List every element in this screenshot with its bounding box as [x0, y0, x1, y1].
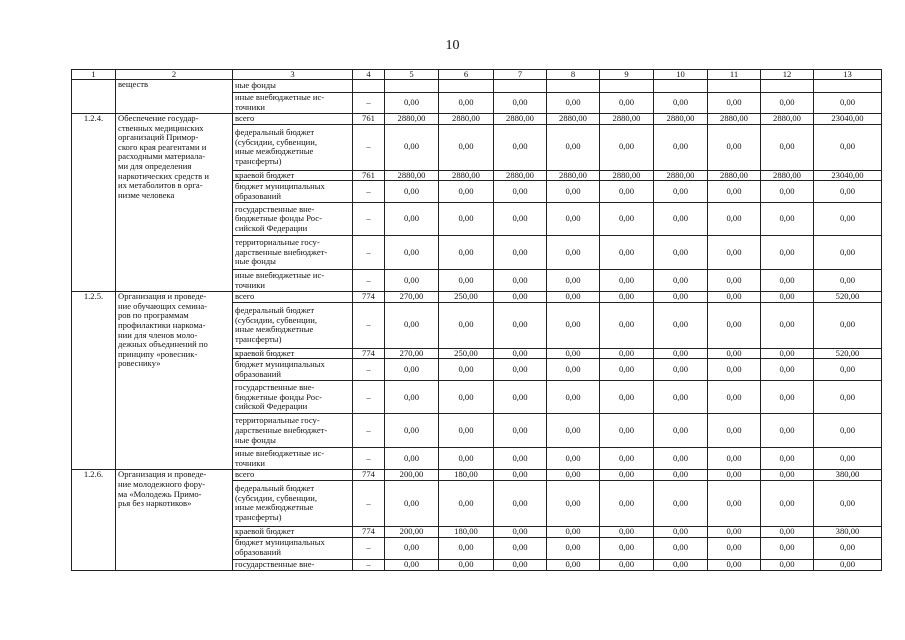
funding-source: бюджет муниципальных образований — [233, 181, 353, 203]
year-value: 0,00 — [708, 480, 761, 526]
budget-code: 774 — [353, 348, 385, 359]
budget-code: 774 — [353, 470, 385, 481]
year-value: 0,00 — [761, 537, 814, 559]
year-value: 270,00 — [385, 348, 439, 359]
year-value: 0,00 — [547, 526, 600, 537]
year-value: 0,00 — [547, 236, 600, 270]
budget-code: 761 — [353, 170, 385, 181]
year-value: 0,00 — [761, 381, 814, 414]
year-value — [547, 80, 600, 93]
year-value: 0,00 — [600, 181, 654, 203]
year-value: 0,00 — [761, 414, 814, 448]
budget-code — [353, 80, 385, 93]
year-value: 0,00 — [654, 537, 708, 559]
year-value: 0,00 — [654, 203, 708, 236]
year-value — [761, 80, 814, 93]
funding-source: федеральный бюджет (субсидии, субвенции, иные межбюджетные трансферты) — [233, 124, 353, 170]
year-value: 0,00 — [654, 414, 708, 448]
total-value: 23040,00 — [814, 114, 882, 125]
year-value: 0,00 — [494, 480, 547, 526]
funding-source: территориальные госу- дарственные внебюджет- ные фонды — [233, 414, 353, 448]
year-value: 0,00 — [494, 348, 547, 359]
year-value: 0,00 — [600, 124, 654, 170]
year-value: 2880,00 — [385, 170, 439, 181]
total-value: 0,00 — [814, 124, 882, 170]
year-value: 0,00 — [547, 270, 600, 292]
year-value: 0,00 — [654, 302, 708, 348]
year-value: 0,00 — [494, 236, 547, 270]
year-value: 0,00 — [385, 537, 439, 559]
header-cell: 9 — [600, 70, 654, 80]
year-value: 0,00 — [600, 448, 654, 470]
year-value: 0,00 — [761, 526, 814, 537]
header-cell: 1 — [72, 70, 116, 80]
year-value: 0,00 — [547, 559, 600, 570]
year-value: 0,00 — [654, 124, 708, 170]
year-value: 0,00 — [708, 537, 761, 559]
total-value: 0,00 — [814, 448, 882, 470]
year-value: 0,00 — [385, 181, 439, 203]
funding-source: краевой бюджет — [233, 526, 353, 537]
header-cell: 5 — [385, 70, 439, 80]
total-value: 520,00 — [814, 292, 882, 303]
year-value: 0,00 — [439, 359, 494, 381]
year-value: 0,00 — [385, 559, 439, 570]
year-value: 0,00 — [439, 559, 494, 570]
total-value: 380,00 — [814, 526, 882, 537]
year-value: 0,00 — [654, 381, 708, 414]
year-value: 0,00 — [761, 348, 814, 359]
table-row — [72, 114, 882, 125]
event-title: Организация и проведе- ние обучающих семина- ров по программам профилактики наркома- нии для членов моло- дежных объединений по принципу «ровесник- ровеснику» — [116, 292, 233, 470]
year-value: 0,00 — [439, 270, 494, 292]
year-value: 0,00 — [654, 270, 708, 292]
year-value: 0,00 — [439, 181, 494, 203]
year-value: 0,00 — [708, 381, 761, 414]
total-value: 520,00 — [814, 348, 882, 359]
budget-code: – — [353, 236, 385, 270]
table-row — [72, 292, 882, 303]
funding-source: бюджет муниципальных образований — [233, 537, 353, 559]
year-value: 0,00 — [494, 559, 547, 570]
year-value: 2880,00 — [439, 114, 494, 125]
budget-code: – — [353, 270, 385, 292]
year-value: 2880,00 — [708, 170, 761, 181]
year-value: 0,00 — [654, 93, 708, 114]
year-value: 0,00 — [385, 480, 439, 526]
year-value: 0,00 — [600, 236, 654, 270]
year-value: 0,00 — [439, 480, 494, 526]
year-value: 0,00 — [494, 359, 547, 381]
budget-code: 774 — [353, 526, 385, 537]
year-value: 0,00 — [439, 537, 494, 559]
funding-source: федеральный бюджет (субсидии, субвенции, иные межбюджетные трансферты) — [233, 302, 353, 348]
year-value: 0,00 — [761, 359, 814, 381]
year-value: 0,00 — [761, 448, 814, 470]
year-value: 0,00 — [600, 203, 654, 236]
header-cell: 10 — [654, 70, 708, 80]
year-value: 0,00 — [385, 448, 439, 470]
year-value: 0,00 — [547, 348, 600, 359]
year-value: 0,00 — [654, 181, 708, 203]
budget-code: – — [353, 537, 385, 559]
year-value: 0,00 — [708, 124, 761, 170]
year-value: 0,00 — [600, 348, 654, 359]
funding-source: иные внебюджетные ис- точники — [233, 93, 353, 114]
year-value: 0,00 — [385, 381, 439, 414]
year-value: 0,00 — [600, 537, 654, 559]
year-value: 0,00 — [654, 359, 708, 381]
year-value: 180,00 — [439, 470, 494, 481]
year-value: 0,00 — [494, 381, 547, 414]
year-value: 0,00 — [761, 480, 814, 526]
total-value: 0,00 — [814, 181, 882, 203]
year-value: 2880,00 — [494, 114, 547, 125]
table-row — [72, 470, 882, 481]
year-value — [385, 80, 439, 93]
event-code: 1.2.6. — [72, 470, 116, 570]
budget-code: – — [353, 414, 385, 448]
header-cell: 12 — [761, 70, 814, 80]
event-title: Обеспечение государ- ственных медицинских организаций Примор- ского края реагентами и расходными материала- ми для определения наркотических средств и их метаболитов в орга- низме человека — [116, 114, 233, 292]
funding-source: государственные вне- бюджетные фонды Рос- сийской Федерации — [233, 381, 353, 414]
year-value: 0,00 — [547, 448, 600, 470]
year-value: 0,00 — [761, 181, 814, 203]
event-code: 1.2.4. — [72, 114, 116, 292]
year-value: 0,00 — [385, 203, 439, 236]
year-value: 0,00 — [654, 480, 708, 526]
budget-code: – — [353, 559, 385, 570]
year-value: 2880,00 — [761, 114, 814, 125]
year-value — [600, 80, 654, 93]
year-value: 0,00 — [385, 359, 439, 381]
budget-code: – — [353, 480, 385, 526]
year-value: 0,00 — [494, 93, 547, 114]
year-value: 0,00 — [600, 292, 654, 303]
year-value: 0,00 — [494, 537, 547, 559]
year-value: 0,00 — [439, 203, 494, 236]
year-value: 0,00 — [761, 124, 814, 170]
year-value: 0,00 — [494, 292, 547, 303]
year-value: 200,00 — [385, 470, 439, 481]
year-value: 0,00 — [494, 124, 547, 170]
funding-source: всего — [233, 292, 353, 303]
year-value: 0,00 — [385, 302, 439, 348]
budget-code: – — [353, 359, 385, 381]
total-value: 0,00 — [814, 302, 882, 348]
total-value: 0,00 — [814, 537, 882, 559]
year-value: 180,00 — [439, 526, 494, 537]
funding-source: государственные вне- — [233, 559, 353, 570]
year-value: 0,00 — [761, 302, 814, 348]
budget-code: – — [353, 302, 385, 348]
year-value: 0,00 — [547, 480, 600, 526]
year-value: 2880,00 — [385, 114, 439, 125]
year-value: 0,00 — [761, 236, 814, 270]
year-value: 2880,00 — [761, 170, 814, 181]
total-value: 0,00 — [814, 480, 882, 526]
year-value: 0,00 — [708, 203, 761, 236]
year-value: 0,00 — [547, 203, 600, 236]
year-value: 0,00 — [494, 181, 547, 203]
funding-source: всего — [233, 114, 353, 125]
budget-code: 761 — [353, 114, 385, 125]
year-value: 0,00 — [708, 559, 761, 570]
year-value: 0,00 — [708, 414, 761, 448]
year-value: 0,00 — [761, 292, 814, 303]
event-code — [72, 80, 116, 114]
year-value: 0,00 — [439, 448, 494, 470]
budget-code: 774 — [353, 292, 385, 303]
year-value: 0,00 — [708, 292, 761, 303]
year-value: 0,00 — [439, 124, 494, 170]
year-value: 0,00 — [654, 292, 708, 303]
year-value: 0,00 — [385, 93, 439, 114]
year-value: 0,00 — [600, 93, 654, 114]
year-value: 0,00 — [385, 236, 439, 270]
year-value: 2880,00 — [494, 170, 547, 181]
funding-source: федеральный бюджет (субсидии, субвенции, иные межбюджетные трансферты) — [233, 480, 353, 526]
year-value: 0,00 — [385, 414, 439, 448]
year-value: 0,00 — [600, 470, 654, 481]
year-value: 0,00 — [654, 526, 708, 537]
year-value: 0,00 — [761, 93, 814, 114]
year-value: 2880,00 — [708, 114, 761, 125]
year-value: 2880,00 — [547, 170, 600, 181]
header-cell: 8 — [547, 70, 600, 80]
year-value: 0,00 — [547, 124, 600, 170]
year-value: 0,00 — [600, 270, 654, 292]
year-value: 0,00 — [654, 236, 708, 270]
total-value: 0,00 — [814, 381, 882, 414]
year-value: 2880,00 — [654, 170, 708, 181]
year-value: 0,00 — [654, 559, 708, 570]
funding-source: иные внебюджетные ис- точники — [233, 270, 353, 292]
year-value: 0,00 — [439, 381, 494, 414]
year-value: 0,00 — [600, 559, 654, 570]
header-cell: 7 — [494, 70, 547, 80]
table-body — [72, 70, 882, 571]
year-value: 2880,00 — [439, 170, 494, 181]
year-value: 2880,00 — [547, 114, 600, 125]
year-value: 0,00 — [654, 470, 708, 481]
funding-source: территориальные госу- дарственные внебюджет- ные фонды — [233, 236, 353, 270]
year-value: 0,00 — [761, 470, 814, 481]
year-value: 2880,00 — [654, 114, 708, 125]
year-value: 0,00 — [761, 203, 814, 236]
funding-source: краевой бюджет — [233, 170, 353, 181]
year-value — [494, 80, 547, 93]
year-value: 0,00 — [547, 93, 600, 114]
budget-code: – — [353, 448, 385, 470]
year-value: 0,00 — [600, 302, 654, 348]
total-value: 380,00 — [814, 470, 882, 481]
year-value: 0,00 — [494, 203, 547, 236]
header-cell: 6 — [439, 70, 494, 80]
header-cell: 11 — [708, 70, 761, 80]
year-value — [708, 80, 761, 93]
funding-source: краевой бюджет — [233, 348, 353, 359]
column-number-row — [72, 70, 882, 80]
year-value: 0,00 — [439, 414, 494, 448]
event-code: 1.2.5. — [72, 292, 116, 470]
total-value: 0,00 — [814, 236, 882, 270]
year-value: 0,00 — [600, 526, 654, 537]
header-cell: 4 — [353, 70, 385, 80]
funding-source: бюджет муниципальных образований — [233, 359, 353, 381]
year-value: 0,00 — [654, 348, 708, 359]
year-value: 0,00 — [547, 414, 600, 448]
year-value: 0,00 — [494, 302, 547, 348]
total-value — [814, 80, 882, 93]
year-value: 0,00 — [761, 270, 814, 292]
page-number: 10 — [445, 38, 460, 53]
year-value: 0,00 — [494, 448, 547, 470]
year-value: 0,00 — [547, 359, 600, 381]
year-value: 0,00 — [708, 236, 761, 270]
header-cell: 3 — [233, 70, 353, 80]
total-value: 0,00 — [814, 93, 882, 114]
year-value: 250,00 — [439, 348, 494, 359]
event-title: веществ — [116, 80, 233, 114]
year-value: 0,00 — [547, 181, 600, 203]
budget-table — [71, 69, 882, 571]
year-value: 0,00 — [494, 526, 547, 537]
funding-source: государственные вне- бюджетные фонды Рос- сийской Федерации — [233, 203, 353, 236]
table-row — [72, 80, 882, 93]
year-value: 2880,00 — [600, 114, 654, 125]
year-value — [654, 80, 708, 93]
year-value: 0,00 — [494, 270, 547, 292]
year-value: 0,00 — [708, 93, 761, 114]
year-value: 0,00 — [547, 381, 600, 414]
total-value: 0,00 — [814, 359, 882, 381]
year-value: 0,00 — [385, 124, 439, 170]
year-value: 0,00 — [494, 470, 547, 481]
year-value: 0,00 — [600, 359, 654, 381]
year-value: 0,00 — [708, 302, 761, 348]
year-value: 0,00 — [439, 236, 494, 270]
year-value: 0,00 — [708, 359, 761, 381]
budget-code: – — [353, 124, 385, 170]
year-value: 0,00 — [654, 448, 708, 470]
year-value: 250,00 — [439, 292, 494, 303]
year-value: 200,00 — [385, 526, 439, 537]
budget-code: – — [353, 381, 385, 414]
event-title: Организация и проведе- ние молодежного фору- ма «Молодежь Примо- рья без наркотиков» — [116, 470, 233, 570]
year-value: 0,00 — [600, 414, 654, 448]
year-value: 0,00 — [600, 480, 654, 526]
year-value: 0,00 — [600, 381, 654, 414]
funding-source: всего — [233, 470, 353, 481]
year-value: 0,00 — [439, 93, 494, 114]
year-value: 0,00 — [385, 270, 439, 292]
year-value: 0,00 — [708, 270, 761, 292]
header-cell: 2 — [116, 70, 233, 80]
total-value: 23040,00 — [814, 170, 882, 181]
funding-source: ные фонды — [233, 80, 353, 93]
budget-code: – — [353, 203, 385, 236]
year-value: 0,00 — [547, 470, 600, 481]
year-value — [439, 80, 494, 93]
year-value: 0,00 — [708, 470, 761, 481]
year-value: 0,00 — [708, 448, 761, 470]
year-value: 0,00 — [494, 414, 547, 448]
year-value: 0,00 — [547, 302, 600, 348]
total-value: 0,00 — [814, 270, 882, 292]
funding-source: иные внебюджетные ис- точники — [233, 448, 353, 470]
budget-code: – — [353, 93, 385, 114]
year-value: 0,00 — [708, 181, 761, 203]
year-value: 0,00 — [547, 537, 600, 559]
year-value: 0,00 — [708, 348, 761, 359]
total-value: 0,00 — [814, 414, 882, 448]
year-value: 270,00 — [385, 292, 439, 303]
year-value: 0,00 — [547, 292, 600, 303]
total-value: 0,00 — [814, 559, 882, 570]
year-value: 0,00 — [708, 526, 761, 537]
total-value: 0,00 — [814, 203, 882, 236]
year-value: 2880,00 — [600, 170, 654, 181]
header-cell: 13 — [814, 70, 882, 80]
year-value: 0,00 — [761, 559, 814, 570]
budget-code: – — [353, 181, 385, 203]
year-value: 0,00 — [439, 302, 494, 348]
